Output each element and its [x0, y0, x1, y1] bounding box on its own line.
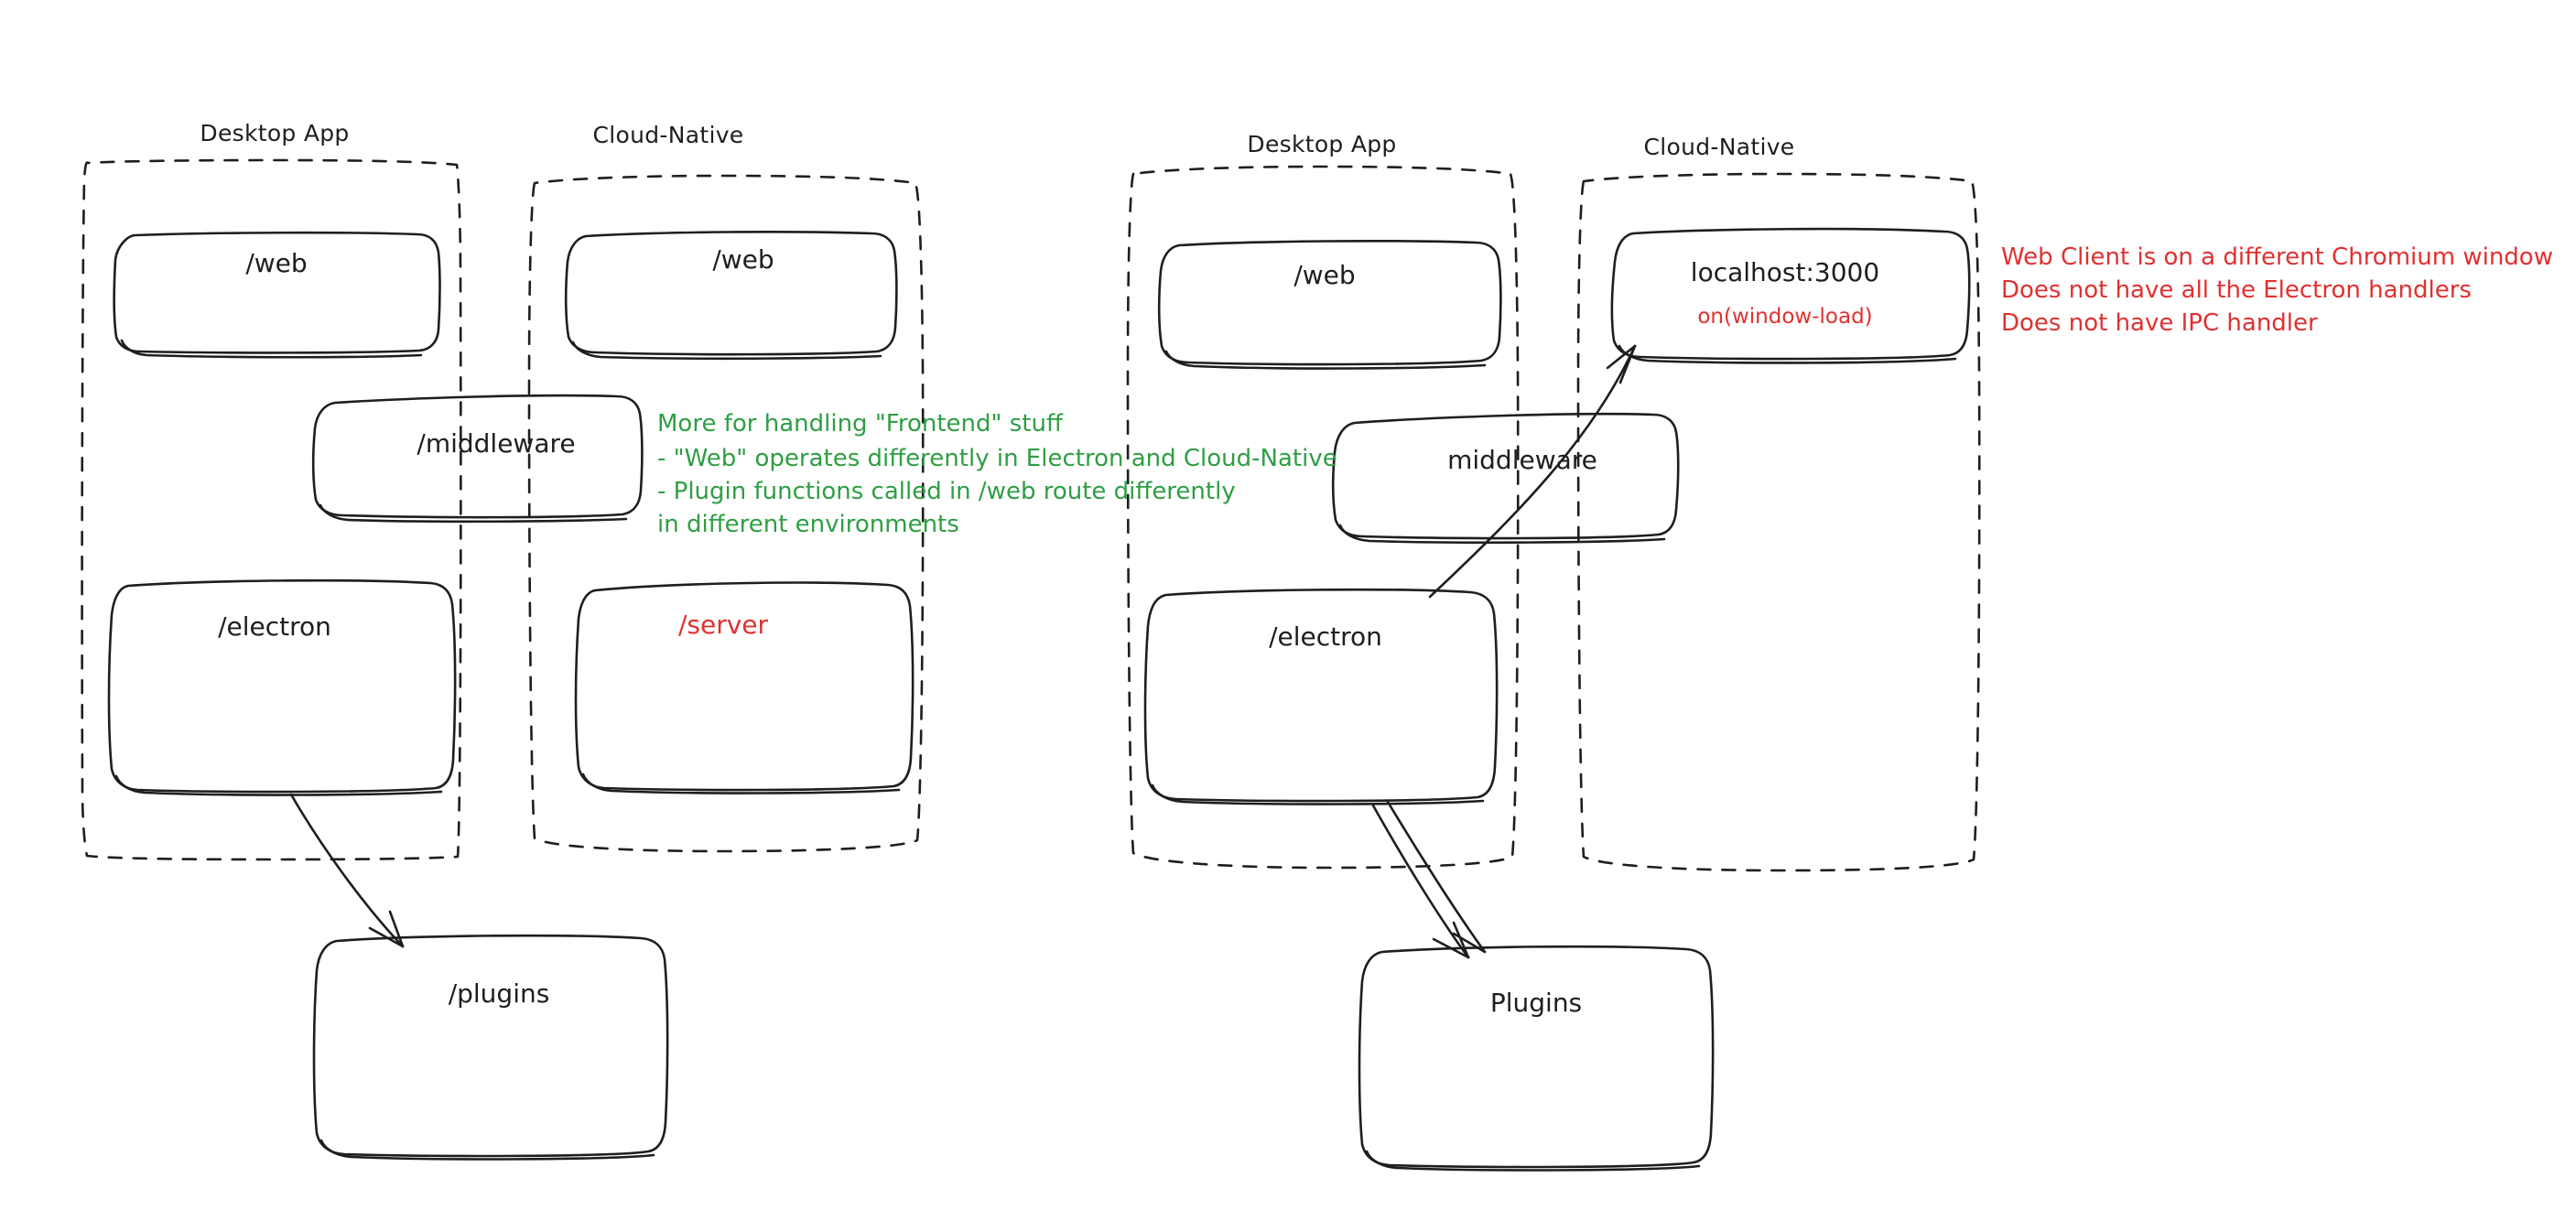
box-label-localhost-3000: localhost:3000 — [1690, 257, 1880, 287]
box-label-plugins-right: Plugins — [1489, 988, 1583, 1018]
box-label-plugins-left: /plugins — [448, 978, 550, 1009]
note-red-line-3: Does not have IPC handler — [2001, 309, 2318, 337]
box-label-middleware-right: middleware — [1447, 445, 1597, 475]
box-label-on-window-load: on(window-load) — [1697, 305, 1873, 329]
group-label-desktop-app-right: Desktop App — [1247, 131, 1397, 157]
note-green-line-4: in different environments — [657, 511, 959, 538]
box-label-web-desktop-left: /web — [245, 248, 308, 278]
group-label-cloud-native-right: Cloud-Native — [1643, 134, 1795, 160]
box-label-web-cloud-left: /web — [712, 244, 774, 275]
box-label-electron-right: /electron — [1269, 621, 1382, 652]
box-label-electron-left: /electron — [218, 611, 331, 642]
group-label-cloud-native-left: Cloud-Native — [592, 122, 744, 148]
group-label-desktop-app-left: Desktop App — [200, 120, 350, 146]
note-green-line-2: - "Web" operates differently in Electron and Cloud-Native — [657, 445, 1337, 472]
note-red-line-1: Web Client is on a different Chromium window — [2001, 243, 2553, 271]
note-green-line-3: - Plugin functions called in /web route differently — [657, 478, 1236, 505]
note-red-line-2: Does not have all the Electron handlers — [2001, 276, 2472, 304]
box-label-server-cloud-left: /server — [677, 610, 769, 640]
box-label-web-desktop-right: /web — [1293, 260, 1356, 290]
box-label-middleware-left: /middleware — [417, 428, 576, 459]
note-green-line-1: More for handling "Frontend" stuff — [657, 410, 1063, 438]
